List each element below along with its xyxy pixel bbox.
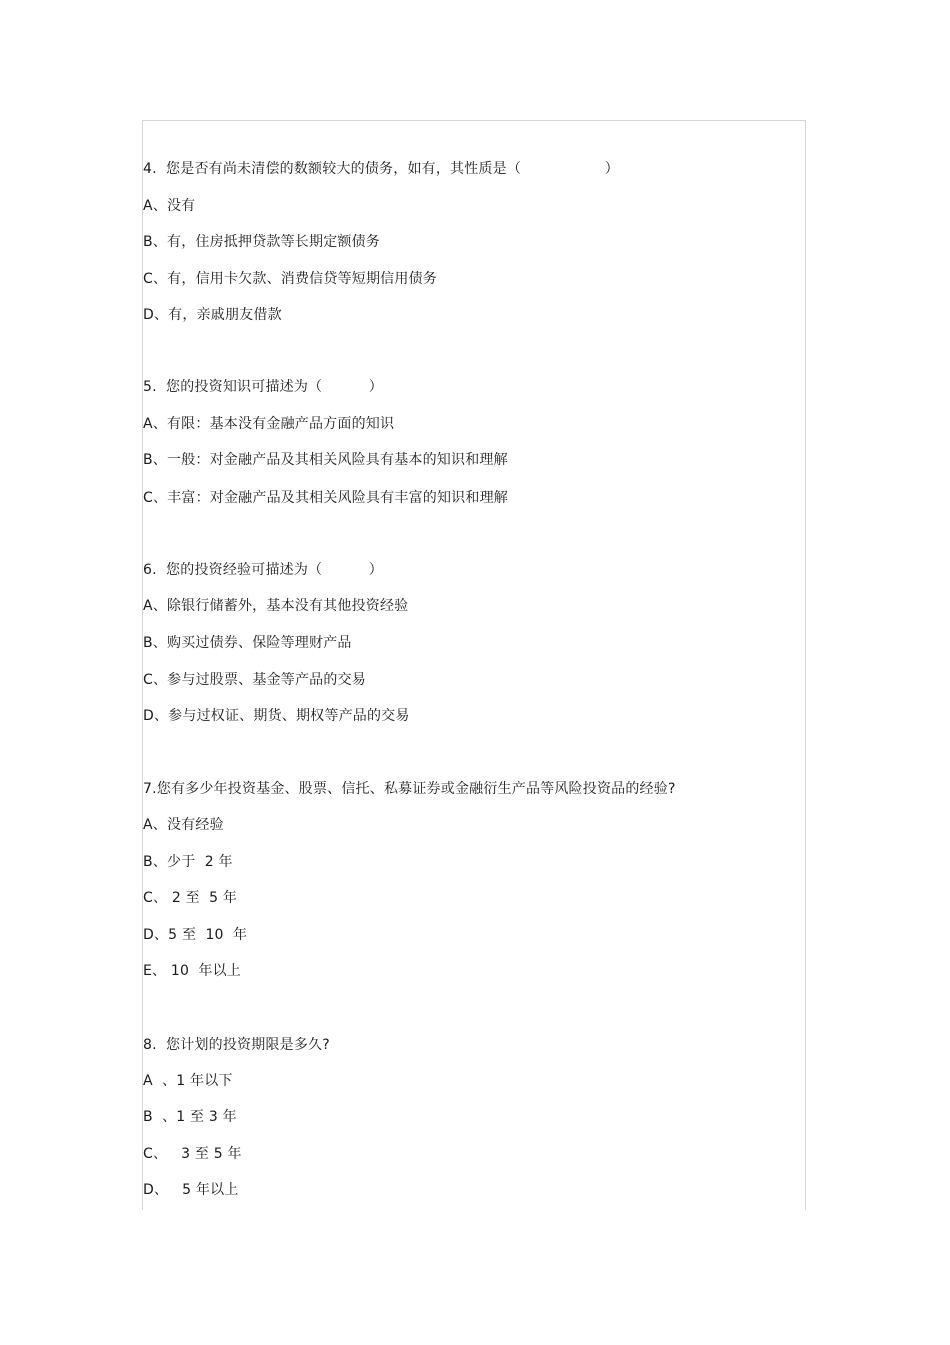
q5-option-b: B、一般：对金融产品及其相关风险具有基本的知识和理解 xyxy=(143,452,508,468)
q7-option-b: B、少于 2 年 xyxy=(143,854,233,870)
q8-option-a: A 、1 年以下 xyxy=(143,1073,233,1089)
q6-option-b: B、购买过债券、保险等理财产品 xyxy=(143,635,352,651)
q5-option-a: A、有限：基本没有金融产品方面的知识 xyxy=(143,416,395,432)
q7-option-e: E、 10 年以上 xyxy=(143,963,242,979)
q7-option-a: A、没有经验 xyxy=(143,817,224,833)
q6-option-c: C、参与过股票、基金等产品的交易 xyxy=(143,672,366,688)
q4-option-c: C、有，信用卡欠款、消费信贷等短期信用债务 xyxy=(143,271,437,287)
q6-option-d: D、参与过权证、期货、期权等产品的交易 xyxy=(143,708,410,724)
question-7: 7.您有多少年投资基金、股票、信托、私募证券或金融衍生产品等风险投资品的经验? xyxy=(143,781,676,797)
question-5: 5. 您的投资知识可描述为（ ） xyxy=(143,379,383,395)
q6-option-a: A、除银行储蓄外，基本没有其他投资经验 xyxy=(143,598,409,614)
q4-option-d: D、有，亲戚朋友借款 xyxy=(143,307,282,323)
question-4: 4. 您是否有尚未清偿的数额较大的债务，如有，其性质是（ ） xyxy=(143,161,619,177)
q4-option-a: A、没有 xyxy=(143,198,196,214)
q8-option-c: C、 3 至 5 年 xyxy=(143,1146,242,1162)
q4-option-b: B、有，住房抵押贷款等长期定额债务 xyxy=(143,234,381,250)
q8-option-b: B 、1 至 3 年 xyxy=(143,1109,237,1125)
q7-option-d: D、5 至 10 年 xyxy=(143,927,248,943)
question-6: 6. 您的投资经验可描述为（ ） xyxy=(143,562,383,578)
q5-option-c: C、丰富：对金融产品及其相关风险具有丰富的知识和理解 xyxy=(143,490,508,506)
q8-option-d: D、 5 年以上 xyxy=(143,1182,239,1198)
q7-option-c: C、 2 至 5 年 xyxy=(143,890,238,906)
question-8: 8. 您计划的投资期限是多久? xyxy=(143,1037,330,1053)
